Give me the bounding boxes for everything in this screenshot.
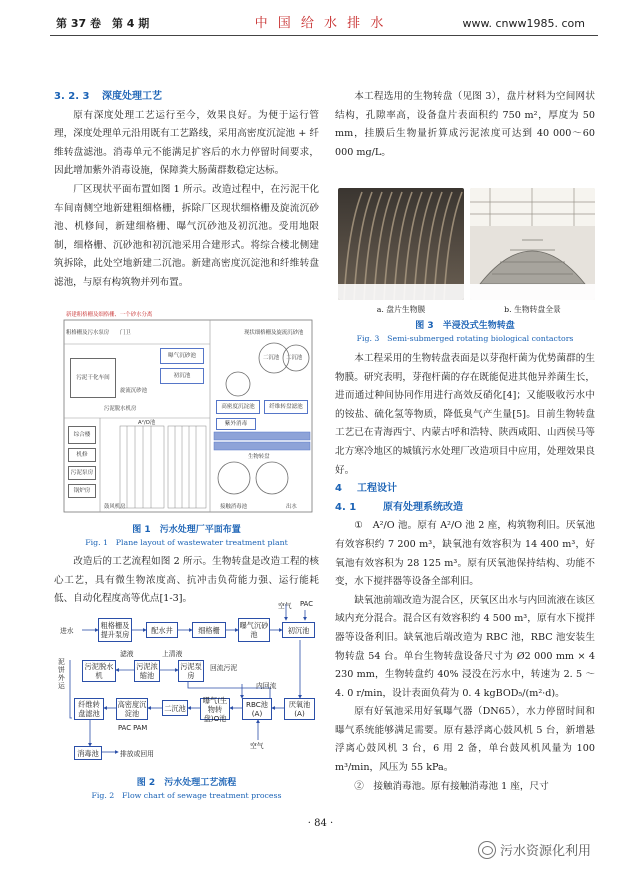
paragraph: 缺氧池前端改造为混合区，厌氧区出水与内回流液在该区域内充分混合。混合区有效容积约 4 500 m³，原有水下搅拌器等设备利旧。缺氧池后端改造为 RBC 池，RBC 池安装生物转盘 54 台。单台生物转盘设备尺寸为 Ø2 000 mm × 4 230 mm，生物转盘约 40% 浸没在污水中，转速为 2. 5 ～ 4. 0 r/min，设计表面负荷为 0. 4 kgBOD₅/(m²·d)。: [335, 594, 595, 699]
photo-a-caption: a. 盘片生物膜: [376, 305, 426, 314]
figure-1-plant-layout: [60, 308, 316, 516]
label-dewater: 污泥脱水机房: [104, 406, 137, 412]
section-title: 原有处理系统改造: [383, 501, 463, 513]
paragraph: ② 接触消毒池。原有接触消毒池 1 座，尺寸: [354, 780, 549, 792]
biodisc-row: [214, 432, 310, 450]
label-pac-top: PAC: [300, 600, 313, 608]
label-return-sludge: 回流污泥: [210, 664, 238, 672]
section-number: 4: [335, 483, 342, 495]
label-gate: 门卫: [120, 330, 131, 336]
label-sludge-out: 泥饼外运: [58, 658, 65, 690]
sludge-pump: 污泥泵房: [68, 466, 96, 480]
boiler: 锅炉房: [68, 484, 96, 498]
label-inflow: 进水: [60, 627, 74, 635]
figure-2-caption-en: Fig. 2 Flow chart of sewage treatment process: [91, 791, 282, 800]
paragraph: 本工程采用的生物转盘表面是以芽孢杆菌为优势菌群的生物膜。研究表明，芽孢杆菌的存在既能促进其他异养菌生长，进而通过种间协同作用进行高效反硝化[4]；又能吸收污水中的铵盐、硫化氢等物质，降低臭气产生量[5]。目前生物转盘工艺已在青海西宁、内蒙古呼和浩特、陕西咸阳、山西侯马等北方寒冷地区的城镇污水处理厂改造项目中应用，处理效果良好。: [335, 353, 595, 476]
paragraph: 本工程选用的生物转盘（见图 3），盘片材料为空间网状结构，孔隙率高，设备盘片表面积约 750 m²，厚度为 50 mm，挂膜后生物量折算成污泥浓度可达到 40 000～60 000 mg/L。: [335, 91, 595, 158]
label-ao: A²/O池: [138, 420, 156, 426]
label-rotary: 旋流沉砂池: [120, 388, 147, 394]
label-coarse: 粗格栅及污水泵房: [66, 330, 110, 336]
journal-url: www. cnww1985. com: [462, 17, 585, 30]
box-anaerobic: 厌氧池(A): [284, 698, 315, 720]
left-column-top: [54, 88, 319, 293]
label-internal: 内回流: [256, 682, 277, 690]
right-column-main: [335, 350, 595, 796]
label-secondary-1: 二沉池: [263, 355, 280, 361]
hd-settle: 高密度沉淀池: [216, 400, 260, 414]
figure-2-caption-cn: 图 2 污水处理工艺流程: [136, 778, 237, 788]
section-heading-3-2-3: [54, 88, 319, 107]
figure-2-flowchart: [60, 600, 315, 770]
journal-volume: 第 37 卷 第 4 期: [56, 17, 150, 30]
box-coarse: 粗格栅及提升泵房: [98, 618, 132, 642]
watermark: [478, 840, 591, 859]
right-column-top: [335, 88, 595, 162]
label-air-bottom: 空气: [250, 742, 264, 750]
box-thicken: 污泥浓缩池: [134, 660, 160, 682]
photo-biodisc-panorama: [470, 188, 595, 300]
paragraph: 厂区现状平面布置如图 1 所示。改造过程中，在污泥干化车间南侧空地新建粗细格栅，拆除厂区现状细格栅及旋流沉砂池、机修间，新建细格栅、曝气沉砂池及初沉池。受用地限制，细格栅、沉砂池和初沉池采用合建形式。将综合楼北侧建筑拆除，此处空地新建二沉池。新建高密度沉淀池和纤维转盘滤池，与原有构筑物并列布置。: [54, 183, 319, 288]
label-waste: 现状细格栅及旋流沉砂池: [244, 330, 304, 336]
uv-disinfect: 紫外消毒: [216, 418, 256, 430]
section-number: 4. 1: [335, 501, 357, 513]
journal-title: 中 国 给 水 排 水: [254, 16, 387, 31]
ao-tank-lanes: [120, 426, 206, 508]
box-fine: 细格栅: [192, 622, 226, 638]
box-rbc: RBC池(A): [242, 698, 272, 720]
section-heading-4-1: [335, 499, 595, 518]
box-disinfect: 消毒池: [74, 746, 102, 760]
section-number: 3. 2. 3: [54, 91, 90, 102]
header-rule: [50, 35, 598, 36]
label-discharge: 排放或回用: [120, 750, 154, 758]
paragraph: ① A²/O 池。原有 A²/O 池 2 座，构筑物利旧。厌氧池有效容积约 7 200 m³，缺氧池有效容积为 14 400 m³，好氧池有效容积为 28 125 m³。原有厌氧池保持结构、功能不变，水下搅拌器等设备全部利旧。: [335, 520, 595, 588]
box-dewater: 污泥脱水机: [82, 660, 116, 682]
wechat-icon: [478, 841, 496, 859]
box-pump: 污泥泵房: [178, 660, 204, 682]
section-heading-4: [335, 480, 595, 499]
label-contact: 接触消毒池: [220, 504, 247, 510]
paragraph: 改造后的工艺流程如图 2 所示。生物转盘是改造工程的核心工艺，具有微生物浓度高、抗冲击负荷能力强、运行能耗低、自动化程度高等优点[1-3]。: [54, 556, 319, 605]
office: 综合楼: [68, 426, 96, 444]
box-well: 配水井: [146, 622, 178, 638]
biofilm-disc-image: [338, 188, 464, 300]
photo-biofilm-discs: [338, 188, 464, 300]
box-fiber: 纤维转盘滤池: [74, 698, 104, 720]
label-biodisc: 生物转盘: [248, 454, 270, 460]
watermark-text: 污水资源化利用: [500, 844, 592, 859]
mech: 机修: [68, 448, 96, 462]
aerated-grit: 曝气沉砂池: [160, 348, 204, 364]
label-out: 出水: [286, 504, 297, 510]
label-supernatant: 上清液: [162, 650, 183, 658]
sludge-dry-building: 污泥干化车间: [70, 358, 116, 398]
label-filtrate: 滤液: [120, 650, 134, 658]
label-blower: 鼓风机房: [104, 504, 126, 510]
section-title: 工程设计: [357, 483, 397, 495]
fiber-filter: 纤维转盘滤池: [264, 400, 308, 414]
figure-1-caption-en: Fig. 1 Plane layout of wastewater treatment plant: [85, 538, 288, 547]
figure-1-caption-cn: 图 1 污水处理厂平面布置: [132, 525, 241, 535]
label-pac-pam: PAC PAM: [118, 724, 148, 732]
box-biodisc: 曝气(生物转盘)O池: [200, 698, 230, 720]
paragraph: 原有深度处理工艺运行至今，效果良好。为便于运行管理，深度处理单元沿用既有工艺路线，采用高密度沉淀池 + 纤维转盘滤池。消毒单元不能满足扩容后的水力停留时间要求，因此增加紫外消毒设施，保障粪大肠菌群数稳定达标。: [54, 109, 319, 177]
figure-3-caption-en: Fig. 3 Semi-submerged rotating biological contactors: [356, 334, 574, 343]
paragraph: 原有好氧池采用好氧曝气器（DN65），水力停留时间和曝气系统能够满足需要。原有悬浮离心鼓风机 5 台，新增悬浮离心鼓风机 3 台，6 用 2 备，单台鼓风机风量为 100 m³/min，风压为 55 kPa。: [335, 706, 595, 774]
label-air-top: 空气: [278, 602, 292, 610]
box-hds: 高密度沉淀池: [117, 700, 147, 718]
box-grit: 曝气沉砂池: [238, 618, 270, 642]
box-secondary: 二沉池: [162, 700, 188, 716]
biodisc-panorama-image: [470, 188, 595, 300]
primary-clarifier: 初沉池: [160, 368, 204, 384]
page-number: · 84 ·: [307, 818, 334, 829]
box-primary: 初沉池: [282, 622, 315, 638]
label-secondary-2: 二沉池: [286, 355, 303, 361]
photo-b-caption: b. 生物转盘全景: [504, 305, 561, 314]
figure-3-caption-cn: 图 3 半浸没式生物转盘: [415, 321, 515, 331]
label-new-screen: 新建粗格栅及细格栅、一个砂水分离: [66, 312, 153, 318]
section-title: 深度处理工艺: [102, 91, 162, 102]
